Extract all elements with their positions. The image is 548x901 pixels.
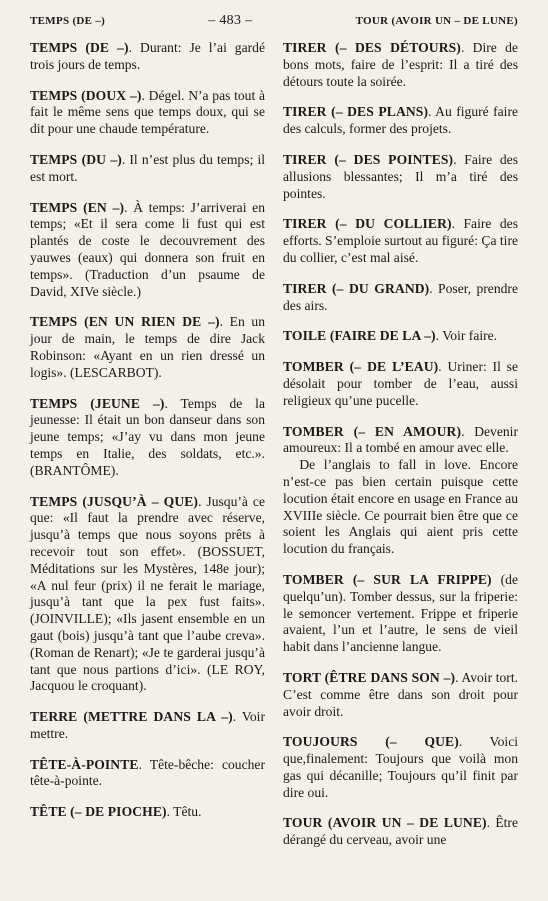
entry-headword: TIRER (– DES POINTES) [283, 151, 454, 167]
entry-headword: TEMPS (DOUX –) [30, 87, 142, 103]
dictionary-entry [30, 757, 265, 791]
entry-definition: . Poser, prendre des airs. [283, 280, 518, 313]
entry-headword: TEMPS (EN –) [30, 199, 125, 215]
right-column [283, 40, 518, 893]
entry-headword: TIRER (– DU COLLIER) [283, 216, 452, 232]
entry-headword: TIRER (– DU GRAND) [283, 280, 430, 296]
entry-headword: TOILE (FAIRE DE LA –) [283, 328, 436, 344]
page-number: – 483 – [208, 13, 253, 28]
entry-headword: TIRER (– DES DÉTOURS) [283, 40, 461, 55]
dictionary-entry [30, 152, 265, 186]
entry-definition: . En un jour de main, le temps de dire Jack Robinson: «Ayant en un rien dressé un logis». (LESCARBOT). [30, 314, 265, 380]
entry-definition: . Au figuré faire des calculs, former des projets. [283, 104, 519, 137]
dictionary-entry [283, 40, 518, 90]
entry-definition: . Voici que,finalement: Toujours que voilà mon gas qui décanille; Toujours qu’il finit par dire oui. [283, 734, 518, 800]
entry-headword: TEMPS (JUSQU’À – QUE) [30, 493, 199, 509]
entry-note: De l’anglais to fall in love. Encore n’est-ce pas bien certain puisque cette locution était encore en usage en France au XVIIIe siècle. Ce pourrait bien être que ce soient les Anglais qui aient pris cette locution du français. [283, 457, 518, 557]
entry-definition: . Dégel. N’a pas tout à fait le même sens que temps doux, qui se dit pour une chaude température. [30, 87, 265, 137]
entry-headword: TEMPS (DU –) [30, 151, 122, 167]
dictionary-entry [283, 734, 518, 801]
text-columns [30, 40, 518, 893]
entry-headword: TOMBER (– DE L’EAU) [283, 359, 439, 375]
running-head-right: TOUR (AVOIR UN – DE LUNE) [355, 15, 518, 27]
entry-headword: TEMPS (EN UN RIEN DE –) [30, 314, 220, 330]
entry-definition: . Tête-bêche: coucher tête-à-pointe. [30, 756, 265, 789]
running-head-left: TEMPS (DE –) [30, 15, 106, 27]
dictionary-entry [283, 281, 518, 315]
entry-headword: TOMBER (– EN AMOUR) [283, 423, 462, 439]
dictionary-entry [283, 815, 518, 849]
entry-definition: (de quelqu’un). Tomber dessus, sur la friperie: le semoncer vertement. Frippe et friperie avaient, l’un et l’autre, le sens de vieil habit dans l’ancienne langue. [283, 571, 518, 655]
entry-headword: TEMPS (JEUNE –) [30, 395, 165, 411]
dictionary-entry [30, 804, 265, 821]
entry-definition: . Voir mettre. [30, 709, 265, 741]
entry-definition: . Être dérangé du cerveau, avoir une [283, 815, 518, 848]
entry-headword: TÊTE-À-POINTE [30, 756, 139, 772]
dictionary-entry [283, 359, 518, 409]
entry-definition: . À temps: J’arriverai en temps; «Et il sera come li fust qui est plantés de coste le decouvrement des yauwes (eaux) qui donnera son fruit en temps». (Traduction d’un psaume de David, XIVe siècle.) [30, 199, 265, 299]
dictionary-entry [283, 424, 518, 558]
entry-headword: TORT (ÊTRE DANS SON –) [283, 669, 456, 685]
entry-definition: . Avoir tort. C’est comme être dans son droit pour avoir droit. [283, 669, 518, 719]
entry-headword: TOUR (AVOIR UN – DE LUNE) [283, 815, 487, 831]
entry-definition: . Faire des efforts. S’emploie surtout au figuré: Ça tire du collier, c’est mal aisé. [283, 216, 518, 265]
entry-headword: TERRE (METTRE DANS LA –) [30, 709, 233, 725]
entry-definition: . Devenir amoureux: Il a tombé en amour avec elle. [283, 423, 518, 456]
dictionary-entry [30, 314, 265, 381]
entry-headword: TOUJOURS (– QUE) [283, 734, 459, 750]
entry-definition: . Temps de la jeunesse: Il était un bon danseur dans son jeune temps; «J’ay vu dans mon jeune temps en Italie, des soldats, etc.». (BRANTÔME). [30, 395, 265, 478]
entry-headword: TEMPS (DE –) [30, 40, 129, 55]
dictionary-entry [283, 104, 518, 138]
dictionary-entry [283, 670, 518, 720]
dictionary-entry [283, 216, 518, 266]
entry-headword: TOMBER (– SUR LA FRIPPE) [283, 571, 492, 587]
dictionary-entry [283, 572, 518, 656]
dictionary-entry [30, 40, 265, 74]
entry-definition: . Voir faire. [435, 328, 498, 344]
entry-headword: TÊTE (– DE PIOCHE) [30, 804, 167, 820]
entry-definition: . Il n’est plus du temps; il est mort. [30, 151, 265, 184]
entry-definition: . Dire de bons mots, faire de l’esprit: Il a tiré des détours toute la soirée. [283, 40, 518, 89]
dictionary-entry [30, 200, 265, 301]
entry-definition: . Uriner: Il se désolait pour tomber de l’eau, aussi religieux qu’une pucelle. [283, 359, 518, 408]
dictionary-entry [30, 88, 265, 138]
entry-headword: TIRER (– DES PLANS) [283, 104, 429, 120]
dictionary-entry [283, 152, 518, 202]
entry-definition: . Têtu. [166, 804, 202, 820]
dictionary-entry [30, 396, 265, 480]
left-column [30, 40, 265, 893]
entry-definition: . Faire des allusions blessantes; Il m’a tiré des pointes. [283, 151, 519, 201]
dictionary-entry [30, 709, 265, 743]
running-head [30, 10, 518, 32]
entry-definition: . Jusqu’à ce que: «Il faut la prendre avec réserve, jusqu’à temps que nous soyons prêts à recevoir tout son effet». (BOSSUET, Méditations sur les Mystères, 148e jour); «A nul feur (prix) il ne ferait le mariage, jusqu’à tant que la pex fust faits». (JOINVILLE); «Ils jasent ensemble en un gaut (bois) jusqu’à tant que l’aube creva». (Roman de Renart); «Je te garderai jusqu’à tant que nous partions d’ici». (LE ROY, Jacquou le croquant). [30, 493, 265, 694]
dictionary-entry [283, 328, 518, 345]
entry-definition: . Durant: Je l’ai gardé trois jours de temps. [30, 40, 265, 72]
dictionary-entry [30, 494, 265, 696]
